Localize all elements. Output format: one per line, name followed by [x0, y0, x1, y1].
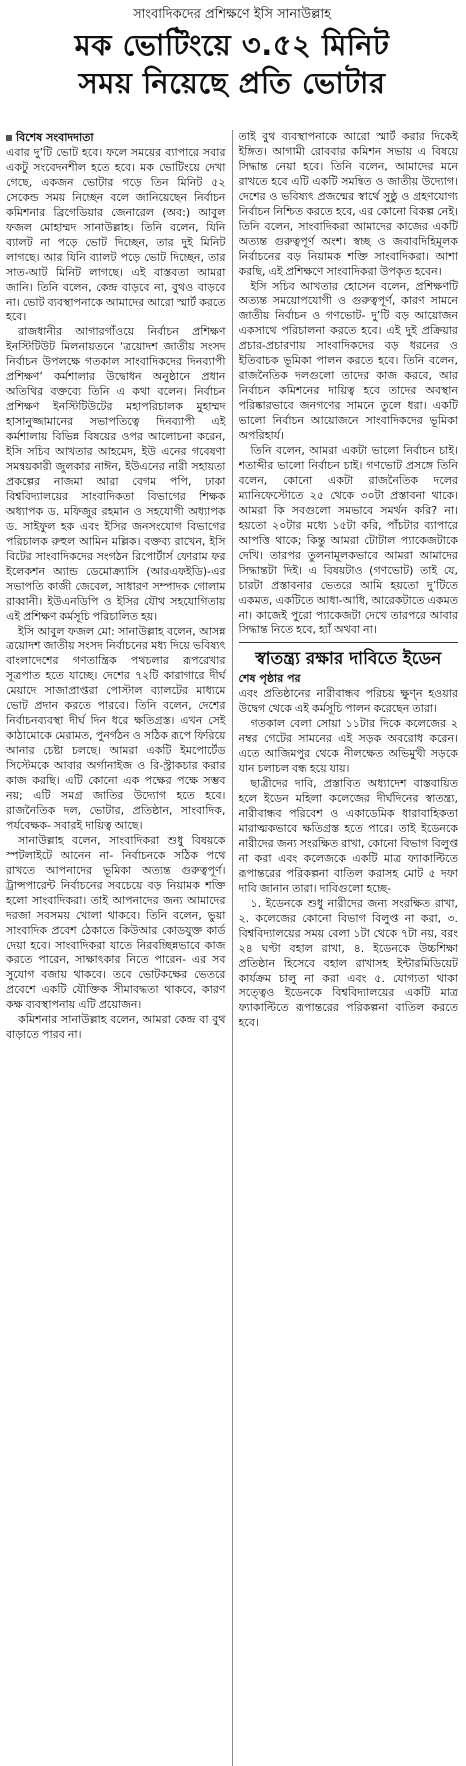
headline-line-2: সময় নিয়েছে প্রতি ভোটার [78, 66, 386, 100]
bullet-square-icon [6, 135, 12, 141]
byline-text: বিশেষ সংবাদদাতা [16, 131, 94, 144]
continued-label: শেষ পৃষ্ঠার পর [238, 672, 301, 686]
column-divider [232, 130, 233, 1766]
left-column [6, 130, 226, 1766]
section-divider [239, 642, 459, 643]
article-paragraph: সানাউল্লাহ বলেন, সাংবাদিকরা শুধু বিষয়কে স্পটলাইটে আনেন না- নির্বাচনকে সঠিক পথে রাখতে আপনাদের ভূমিকা অত্যন্ত গুরুত্বপূর্ণ। ট্রান্সপারেন্ট নির্বাচনের সবচেয়ে বড় নিয়ামক শক্তি হলো সাংবাদিকরা। তাই আপনাদের জন্য আমাদের দরজা সবসময় খোলা থাকবে। তিনি বলেন, ভুয়া সাংবাদিক প্রবেশ ঠেকাতে কিউআর কোডযুক্ত কার্ড দেয়া হবে। সাংবাদিকরা যাতে নিরবচ্ছিন্নভাবে কাজ করতে পারেন, সাক্ষাৎকার নিতে পারেন- এর সব সুযোগ বজায় থাকবে। তবে ভোটকক্ষের ভেতরে প্রবেশে একটি যৌক্তিক সীমাবদ্ধতা থাকবে, কারণ কক্ষ ব্যবস্থাপনায় এটি প্রয়োজন। [6, 833, 226, 1012]
byline [6, 130, 226, 145]
article-paragraph: এবং প্রতিষ্ঠানের নারীবান্ধব পরিচয় ক্ষুণ্ন হওয়ার উদ্বেগ থেকে এই কর্মসূচি পালন করেছেন তারা। [238, 687, 458, 716]
article-paragraph: তাই বুথ ব্যবস্থাপনাকে আরো স্মার্ট করার দিকেই ইঙ্গিত। আগামী রোববার কমিশন সভায় এ বিষয়ে সিদ্ধান্ত নেয়া হবে। তিনি বলেন, আমাদের মনে রাখতে হবে এটি একটি সমন্বিত ও জাতীয় উদ্যোগ। দেশের ও ভবিষ্যৎ প্রজন্মের স্বার্থে সুষ্ঠু ও গ্রহণযোগ্য নির্বাচন নিশ্চিত করতে হবে, এর কোনো বিকল্প নেই। তিনি বলেন, সাংবাদিকরা আমাদের কাজের একটি অত্যন্ত গুরুত্বপূর্ণ অংশ। স্বচ্ছ ও জবাবদিহিমূলক নির্বাচনের বড় নিয়ামক শক্তি সাংবাদিকরা। আশা করছি, এই প্রশিক্ষণে সাংবাদিকরা উপকৃত হবেন। [238, 130, 458, 278]
article-paragraph: ইসি আবুল ফজল মো: সানাউল্লাহ বলেন, আসন্ন ত্রয়োদশ জাতীয় সংসদ নির্বাচনের মধ্য দিয়ে ভবিষ্যৎ বাংলাদেশের গণতান্ত্রিক পথচলার রূপরেখার সূত্রপাত হতে যাচ্ছে। দেশের ৭২টি কারাগারে দীর্ঘ মেয়াদে সাজাপ্রাপ্তরা পোস্টাল ব্যালটের মাধ্যমে ভোট প্রদান করতে পারবে। তিনি বলেন, দেশের নির্বাচনব্যবস্থা দীর্ঘ দিন ধরে ক্ষতিগ্রস্ত। এখন সেই কাঠামোকে মেরামত, পুনর্গঠন ও সঠিক রূপে ফিরিয়ে আনার চেষ্টা চলছে। আমরা একটি ইমপোর্টেড সিস্টেমকে আবার অর্গানাইজ ও রি-স্ট্রাকচার করার কাজ করছি। এটি কোনো এক পক্ষের পক্ষে সম্ভব নয়; এটি সমগ্র জাতির উদ্যোগ হতে হবে। রাজনৈতিক দল, ভোটার, প্রতিষ্ঠান, সাংবাদিক, পর্যবেক্ষক- সবারই দায়িত্ব আছে। [6, 624, 226, 832]
article-paragraph: রাজধানীর আগারগাঁওয়ে নির্বাচন প্রশিক্ষণ ইনস্টিটিউট মিলনায়তনে ‘ত্রয়োদশ জাতীয় সংসদ নির্বাচন উপলক্ষে গতকাল সাংবাদিকদের দিনব্যাপী প্রশিক্ষণ’ কর্মশালার উদ্বোধন অনুষ্ঠানে প্রধান অতিথির বক্তব্যে তিনি এ কথা বলেন। নির্বাচন প্রশিক্ষণ ইনস্টিটিউটের মহাপরিচালক মুহাম্মদ হাসানুজ্জামানের সভাপতিত্বে দিনব্যাপী এই কর্মশালায় বিভিন্ন বিষয়ের ওপর আলোচনা করেন, ইসি সচিব আখতার আহমেদ, ইউ এনের গবেষণা সমন্বয়কারী জুলকার নাঈন, ইউএনের নারী সহায়তা প্রকল্পের নাজমা আরা বেগম পপি, ঢাকা বিশ্ববিদ্যালয়ের সাংবাদিকতা বিভাগের শিক্ষক অধ্যাপক ড. মফিজুর রহমান ও সহযোগী অধ্যাপক ড. সাইফুল হক এবং ইসির জনসংযোগ বিভাগের পরিচালক রুহুল আমিন মল্লিক। বক্তব্য রাখেন, ইসি বিটের সাংবাদিকদের সংগঠন রিপোর্টার্স ফোরাম ফর ইলেকশন অ্যান্ড ডেমোক্র্যাসি (আরএফইডি)-এর সভাপতি কাজী জেবেল, সাধারণ সম্পাদক গোলাম রাব্বানী। ইউএনডিপি ও ইসির যৌথ সহযোগিতায় এই প্রশিক্ষণ কর্মসূচি পরিচালিত হয়। [6, 325, 226, 623]
article-paragraph: কমিশনার সানাউল্লাহ বলেন, আমরা কেন্দ্র বা বুথ বাড়াতে পারব না। [6, 1013, 226, 1042]
article-headline [6, 26, 458, 102]
article-paragraph: তিনি বলেন, আমরা একটা ভালো নির্বাচন চাই। শতাব্দীর ভালো নির্বাচন চাই। গণভোট প্রসঙ্গে তিনি বলেন, কোনো একটা রাজনৈতিক দলের ম্যানিফেস্টোতে ২৫ থেকে ৩০টা প্রস্তাবনা থাকে। আমরা কি সবগুলো সমভাবে সমর্থন করি? না। হয়তো ২০টার মধ্যে ১৫টা করি, পাঁচটার ব্যাপারে আপত্তি থাকে; কিন্তু আমরা টোটাল প্যাকেজটাকে দেখি। তারপর তুলনামূলকভাবে আমরা আমাদের সিদ্ধান্তটা দিই। এ বিষয়টাও (গণভোট) তাই যে, চারটা প্রস্তাবনার ভেতরে আমি হয়তো দু’টিতে একমত, একটিতে আধা-আধি, আরেকটাতে একমত না। কাজেই পুরো প্যাকেজটা দেখে তারপরে আবার সিদ্ধান্ত নিতে হবে, হ্যাঁ অথবা না। [238, 444, 458, 637]
article-paragraph: ছাত্রীদের দাবি, প্রস্তাবিত অধ্যাদেশ বাস্তবায়িত হলে ইডেন মহিলা কলেজের দীর্ঘদিনের স্বাতন্ত্র্য, নারীবান্ধব পরিবেশ ও একাডেমিক ধারাবাহিকতা মারাত্মকভাবে ক্ষতিগ্রস্ত হতে পারে। তাই ইডেনকে নারীদের জন্য সংরক্ষিত রাখা, কোনো বিভাগ বিলুপ্ত না করা এবং কলেজকে একটি মাত্র ফ্যাকাল্টিতে রূপান্তরের পরিকল্পনা বাতিল করাসহ মোট ৫ দফা দাবি জানান তারা। দাবিগুলো হচ্ছে- [238, 777, 458, 895]
article-paragraph: ১. ইডেনকে শুধু নারীদের জন্য সংরক্ষিত রাখা, ২. কলেজের কোনো বিভাগ বিলুপ্ত না করা, ৩. বিশ্ববিদ্যালয়ের সময় বেলা ১টা থেকে ৭টা নয়, বরং ২৪ ঘণ্টা বহাল রাখা, ৪. ইডেনকে উচ্চশিক্ষা প্রতিষ্ঠান হিসেবে বহাল রাখাসহ ইন্টারমিডিয়েট কার্যক্রম চালু না করা এবং ৫. যোগ্যতা থাকা সত্ত্বেও ইডেনকে বিশ্ববিদ্যালয়ের একটি মাত্র ফ্যাকাল্টিতে রূপান্তরের পরিকল্পনা বাতিল করতে হবে। [238, 896, 458, 1030]
right-column [239, 130, 459, 1766]
article-paragraph: এবার দু’টি ভোট হবে। ফলে সময়ের ব্যাপারে সবার একটু সংবেদনশীল হতে হবে। মক ভোটিংয়ে দেখা গেছে, একজন ভোটার গড়ে তিন মিনিট ৫২ সেকেন্ড সময় নিচ্ছেন বলে জানিয়েছেন নির্বাচন কমিশনার ব্রিগেডিয়ার জেনারেল (অব:) আবুল ফজল মোহাম্মদ সানাউল্লাহ। তিনি বলেন, যিনি ব্যালট না পড়ে ভোট দিচ্ছেন, তার দুই মিনিট লাগছে। আর যিনি ব্যালট পড়ে ভোট দিচ্ছেন, তার সাত-আট মিনিট লাগছে। এই বাস্তবতা আমরা জানি। তিনি বলেন, কেন্দ্র বাড়বে না, বুথও বাড়বে না। ভোট ব্যবস্থাপনাকে আমাদের আরো স্মার্ট করতে হবে। [6, 146, 226, 324]
article-kicker: সাংবাদিকদের প্রশিক্ষণে ইসি সানাউল্লাহ [133, 7, 331, 22]
article-paragraph: ইসি সচিব আখতার হোসেন বলেন, প্রশিক্ষণটি অত্যন্ত সময়োপযোগী ও গুরুত্বপূর্ণ, কারণ সামনে জাতীয় নির্বাচন ও গণভোট- দু’টি বড় আয়োজন একসাথে পরিচালনা করতে হবে। এই দুই প্রক্রিয়ার প্রচার-প্রচারণায় সাংবাদিকদের বড় ধরনের ও ইতিবাচক ভূমিকা পালন করতে হবে। তিনি বলেন, রাজনৈতিক দলগুলো তাদের কাজ করবে, আর নির্বাচন কমিশনের দায়িত্ব হবে তাদের অবস্থান পরিষ্কারভাবে জনগণের সামনে তুলে ধরা। একটি ভালো নির্বাচন আয়োজনে সাংবাদিকদের ভূমিকা অপরিহার্য। [238, 279, 458, 443]
second-article-headline: স্বাতন্ত্র্য রক্ষার দাবিতে ইডেন [255, 649, 442, 670]
article-columns [6, 130, 458, 1766]
headline-line-1: মক ভোটিংয়ে ৩.৫২ মিনিট [74, 28, 390, 62]
article-paragraph: গতকাল বেলা সোয়া ১১টার দিকে কলেজের ২ নম্বর গেটের সামনের এই সড়ক অবরোধ করেন। এতে আজিমপুর থেকে নীলক্ষেত অভিমুখী সড়কে যান চলাচল বন্ধ হয়ে যায়। [238, 717, 458, 776]
